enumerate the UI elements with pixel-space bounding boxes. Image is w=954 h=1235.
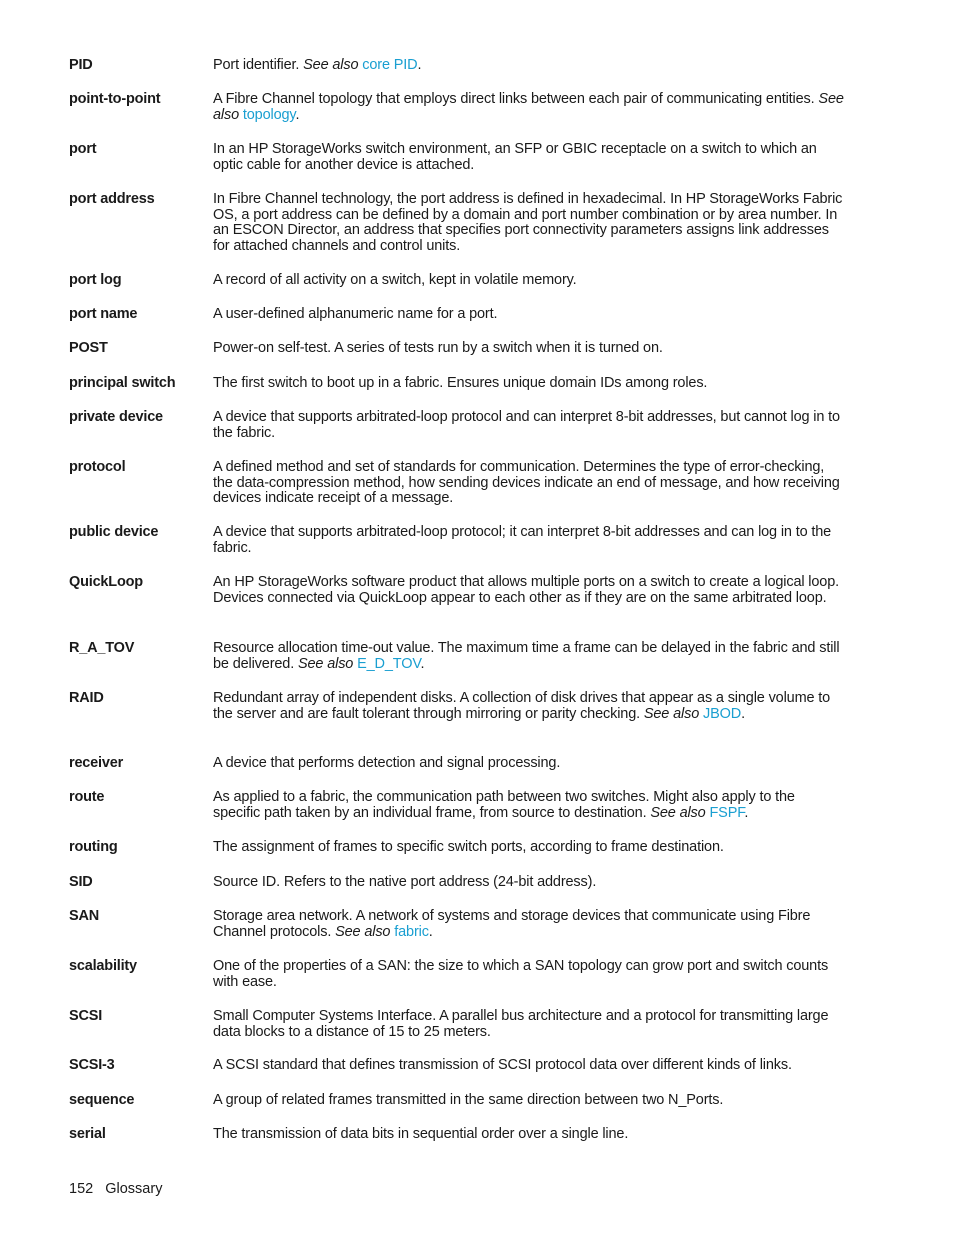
glossary-term: protocol	[69, 459, 126, 475]
glossary-definition	[213, 92, 845, 123]
glossary-definition	[213, 790, 845, 821]
glossary-term: public device	[69, 524, 159, 540]
see-also-label: See also	[297, 655, 354, 672]
definition-text: Resource allocation time-out value. The maximum time a frame can be delayed in the fabric and still be delivered.	[213, 640, 840, 672]
glossary-term: SAN	[69, 908, 100, 924]
definition-text: A device that performs detection and signal processing.	[213, 755, 561, 771]
definition-text: One of the properties of a SAN: the size to which a SAN topology can grow port and switch counts with ease.	[213, 958, 829, 990]
glossary-definition	[213, 341, 845, 357]
glossary-term: PID	[69, 57, 93, 73]
definition-punctuation: .	[417, 57, 422, 73]
glossary-definition	[213, 959, 845, 990]
glossary-term: POST	[69, 340, 108, 356]
glossary-definition	[213, 575, 845, 606]
definition-text: A user-defined alphanumeric name for a port.	[213, 306, 498, 322]
definition-text: A SCSI standard that defines transmission of SCSI protocol data over different kinds of links.	[213, 1057, 792, 1073]
definition-text: A group of related frames transmitted in the same direction between two N_Ports.	[213, 1092, 724, 1108]
definition-text: A device that supports arbitrated-loop protocol and can interpret 8-bit addresses, but cannot log in to the fabric.	[213, 409, 840, 441]
glossary-definition	[213, 1127, 845, 1143]
cross-reference-link[interactable]: core PID	[362, 57, 418, 73]
see-also-label: See also	[303, 57, 359, 73]
glossary-term: route	[69, 789, 105, 805]
definition-punctuation: .	[428, 923, 433, 940]
definition-punctuation: .	[741, 705, 745, 722]
definition-text: As applied to a fabric, the communication path between two switches. Might also apply to the specific path taken by an individual frame, from source to destination.	[213, 789, 795, 821]
glossary-term: routing	[69, 839, 118, 855]
glossary-term: serial	[69, 1126, 106, 1142]
definition-text: An HP StorageWorks software product that allows multiple ports on a switch to create a logical loop. Devices connected via QuickLoop appear to each other as if they are on the same arbitrated loop.	[213, 574, 840, 606]
glossary-term: SID	[69, 874, 93, 890]
see-also-label: See also	[643, 705, 700, 722]
glossary-definition	[213, 875, 845, 891]
glossary-term: QuickLoop	[69, 574, 143, 590]
definition-text: Small Computer Systems Interface. A parallel bus architecture and a protocol for transmitting large data blocks to a distance of 15 to 25 meters.	[213, 1008, 829, 1040]
definition-text: The assignment of frames to specific switch ports, according to frame destination.	[213, 839, 724, 855]
definition-text: The first switch to boot up in a fabric. Ensures unique domain IDs among roles.	[213, 375, 708, 391]
cross-reference-link[interactable]: topology	[242, 106, 296, 123]
definition-punctuation: .	[420, 655, 425, 672]
footer-section-title: Glossary	[105, 1181, 163, 1197]
page-footer	[69, 1181, 162, 1197]
definition-text: A Fibre Channel topology that employs direct links between each pair of communicating entities.	[213, 91, 815, 107]
glossary-definition	[213, 410, 845, 441]
glossary-definition	[213, 376, 845, 392]
definition-text: A defined method and set of standards for communication. Determines the type of error-checking, the data-compression method, how sending devices indicate an end of message, and how receiving devices indicate receipt of a message.	[213, 459, 840, 506]
definition-text: Port identifier.	[213, 57, 300, 73]
glossary-term: R_A_TOV	[69, 640, 135, 656]
definition-text: In an HP StorageWorks switch environment, an SFP or GBIC receptacle on a switch to which an optic cable for another device is attached.	[213, 141, 817, 173]
glossary-definition	[213, 691, 845, 722]
see-also-label: See also	[213, 91, 844, 123]
definition-punctuation: .	[744, 804, 749, 821]
glossary-term: RAID	[69, 690, 104, 706]
definition-text: The transmission of data bits in sequential order over a single line.	[213, 1126, 629, 1142]
glossary-term: principal switch	[69, 375, 176, 391]
glossary-definition	[213, 641, 845, 672]
definition-text: A record of all activity on a switch, kept in volatile memory.	[213, 272, 577, 288]
cross-reference-link[interactable]: E_D_TOV	[357, 655, 421, 672]
glossary-term: SCSI	[69, 1008, 103, 1024]
glossary-definition	[213, 58, 845, 74]
definition-text: A device that supports arbitrated-loop protocol; it can interpret 8-bit addresses and can log in to the fabric.	[213, 524, 832, 556]
definition-text: Power-on self-test. A series of tests run by a switch when it is turned on.	[213, 340, 663, 356]
glossary-definition	[213, 525, 845, 556]
glossary-term: receiver	[69, 755, 124, 771]
glossary-term: SCSI-3	[69, 1057, 115, 1073]
page-number: 152	[69, 1181, 94, 1197]
glossary-definition	[213, 273, 845, 289]
glossary-definition	[213, 909, 845, 940]
see-also-label: See also	[335, 923, 391, 940]
glossary-definition	[213, 1009, 845, 1040]
glossary-definition	[213, 1058, 845, 1074]
cross-reference-link[interactable]: fabric	[394, 923, 429, 940]
definition-text: In Fibre Channel technology, the port address is defined in hexadecimal. In HP StorageWorks Fabric OS, a port address can be defined by a domain and port number combination or by area number. In an ESCON Director, an address that specifies port connectivity parameters assigns link addresses for attached channels and control units.	[213, 191, 843, 254]
cross-reference-link[interactable]: FSPF	[709, 804, 745, 821]
glossary-definition	[213, 756, 845, 772]
glossary-term: port	[69, 141, 97, 157]
glossary-definition	[213, 307, 845, 323]
glossary-definition	[213, 142, 845, 173]
see-also-label: See also	[650, 804, 706, 821]
definition-text: Source ID. Refers to the native port address (24-bit address).	[213, 874, 597, 890]
definition-punctuation: .	[295, 106, 300, 123]
glossary-term: scalability	[69, 958, 137, 974]
glossary-term: private device	[69, 409, 163, 425]
glossary-term: sequence	[69, 1092, 135, 1108]
definition-text: Redundant array of independent disks. A collection of disk drives that appear as a single volume to the server and are fault tolerant through mirroring or parity checking.	[213, 690, 831, 722]
glossary-definition	[213, 192, 845, 254]
glossary-term: point-to-point	[69, 91, 161, 107]
definition-text: Storage area network. A network of systems and storage devices that communicate using Fibre Channel protocols.	[213, 908, 811, 940]
cross-reference-link[interactable]: JBOD	[703, 705, 742, 722]
glossary-term: port name	[69, 306, 138, 322]
glossary-term: port address	[69, 191, 155, 207]
glossary-definition	[213, 1093, 845, 1109]
glossary-definition	[213, 840, 845, 856]
glossary-definition	[213, 460, 845, 507]
glossary-term: port log	[69, 272, 122, 288]
